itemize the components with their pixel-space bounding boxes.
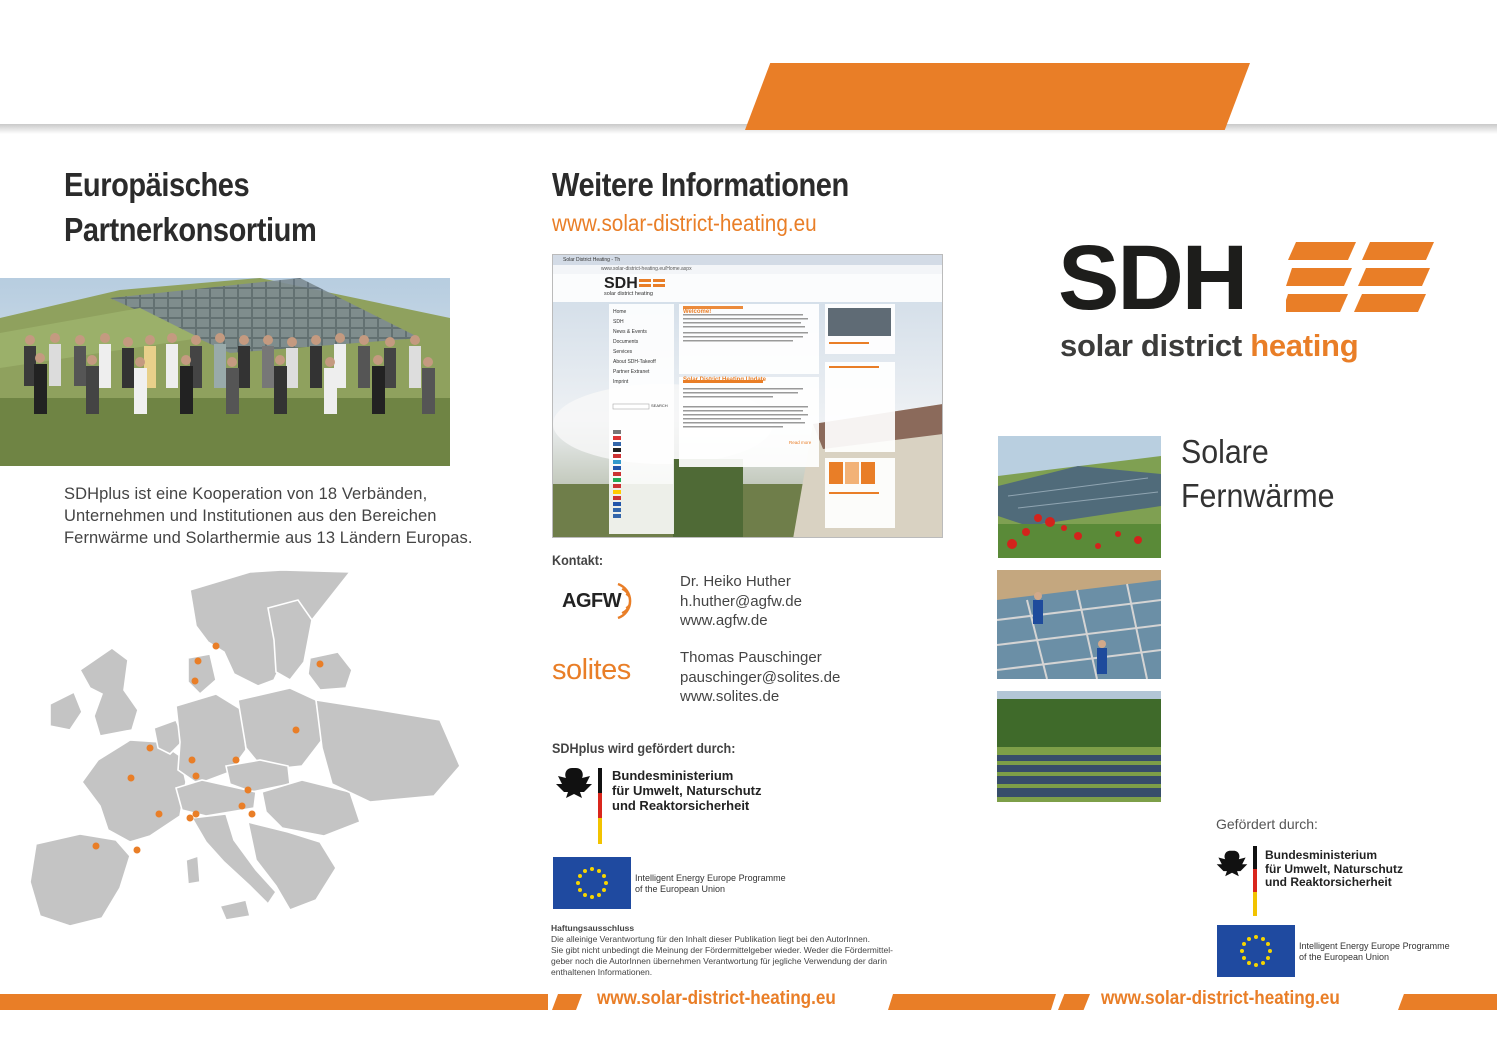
- bmu-text-right: Bundesministerium für Umwelt, Naturschutz und Reaktorsicherheit: [1265, 848, 1404, 889]
- sdh-logo-wordmark: solar district heating: [1060, 328, 1359, 363]
- agfw-logo: AGFW: [556, 578, 642, 624]
- website-logo: SDH: [604, 275, 638, 292]
- disclaimer: Haftungsausschluss Die alleinige Verantwortung für den Inhalt dieser Publikation liegt bei den AutorInnen. Sie gibt nicht unbedingt die Meinung der Fördermittelgeber wieder. Weder die Fördermittel- geber noch die AutorInnen übernehmen Verantwortung für jegliche Verwendung der darin enthaltenen Informationen.: [551, 923, 893, 977]
- browser-tab: Solar District Heating - Th: [553, 255, 942, 265]
- eu-flag-icon-right: [1217, 925, 1295, 977]
- website-nav-home[interactable]: Home: [613, 309, 627, 315]
- website-nav-sdh[interactable]: SDH: [613, 319, 624, 325]
- website-update-title: Solar District Heating Update: [683, 377, 767, 383]
- europe-map: [20, 570, 465, 930]
- footer-bar-middle: [888, 994, 1056, 1010]
- website-nav-about[interactable]: About SDH-Takeoff: [613, 359, 656, 365]
- footer-bar-right: [1398, 994, 1497, 1010]
- website-search-label[interactable]: SEARCH: [651, 403, 668, 408]
- website-nav: [613, 307, 656, 387]
- contact-solites: [680, 648, 840, 707]
- consortium-heading-line1: Europäisches: [64, 166, 250, 203]
- contact-solites-email[interactable]: pauschinger@solites.de: [680, 668, 841, 686]
- footer-bar-left: [0, 994, 548, 1010]
- consortium-heading-line2: Partnerkonsortium: [64, 211, 317, 248]
- sdh-logo: [1058, 227, 1438, 372]
- german-flag-bar: [598, 768, 602, 844]
- sdh-logo-letters: SDH: [1058, 227, 1247, 329]
- more-info-heading: Weitere Informationen: [552, 166, 849, 203]
- consortium-description: SDHplus ist eine Kooperation von 18 Verbänden, Unternehmen und Institutionen aus den Bereichen Fernwärme und Solarthermie aus 13 Ländern Europas.: [64, 485, 473, 547]
- website-read-more[interactable]: Read more: [789, 440, 812, 445]
- german-flag-bar-right: [1253, 846, 1257, 916]
- website-nav-extranet[interactable]: Partner Extranet: [613, 369, 650, 375]
- header-orange-banner: [745, 63, 1250, 130]
- footer-bar-slash-1: [552, 994, 582, 1010]
- eu-text-right: Intelligent Energy Europe Programme of the European Union: [1299, 941, 1450, 962]
- contact-agfw-name: Dr. Heiko Huther: [680, 573, 791, 590]
- brochure-title: [1181, 430, 1335, 518]
- contact-solites-web[interactable]: www.solites.de: [680, 688, 780, 705]
- solar-roof-workers-photo: [997, 570, 1161, 679]
- disclaimer-title: Haftungsausschluss: [551, 923, 635, 933]
- brochure-title-line2: Fernwärme: [1181, 477, 1335, 514]
- website-logo-tagline: solar district heating: [604, 291, 653, 297]
- footer-bar-slash-2: [1058, 994, 1090, 1010]
- solar-park-photo: [997, 691, 1161, 802]
- website-welcome-title: Welcome!: [683, 309, 712, 315]
- solar-field-poppies-photo: [998, 436, 1161, 558]
- contact-solites-name: Thomas Pauschinger: [680, 649, 822, 666]
- website-nav-documents[interactable]: Documents: [613, 339, 639, 345]
- contact-agfw-web[interactable]: www.agfw.de: [680, 612, 768, 629]
- footer-url-middle[interactable]: www.solar-district-heating.eu: [597, 988, 836, 1009]
- funding-label-right: Gefördert durch:: [1216, 816, 1318, 832]
- bmu-text-middle: Bundesministerium für Umwelt, Naturschutz und Reaktorsicherheit: [612, 768, 762, 813]
- website-nav-services[interactable]: Services: [613, 349, 633, 355]
- website-screenshot: [552, 254, 943, 538]
- footer-url-right[interactable]: www.solar-district-heating.eu: [1101, 988, 1340, 1009]
- more-info-url[interactable]: www.solar-district-heating.eu: [552, 210, 817, 236]
- solites-logo: solites: [552, 654, 631, 686]
- contact-agfw-email[interactable]: h.huther@agfw.de: [680, 592, 802, 610]
- eu-text-middle: Intelligent Energy Europe Programme of the European Union: [635, 873, 786, 894]
- kontakt-label: Kontakt:: [552, 552, 604, 568]
- website-nav-news[interactable]: News & Events: [613, 329, 647, 335]
- website-nav-imprint[interactable]: Imprint: [613, 379, 629, 385]
- federal-eagle-icon: [554, 766, 594, 846]
- eu-flag-icon: [553, 857, 631, 909]
- contact-agfw: [680, 572, 802, 631]
- funding-label-middle: SDHplus wird gefördert durch:: [552, 740, 736, 756]
- group-photo: [0, 278, 450, 466]
- brochure-title-line1: Solare: [1181, 433, 1269, 470]
- browser-address-bar: www.solar-district-heating.eu/Home.aspx: [553, 265, 942, 274]
- federal-eagle-icon-right: [1215, 846, 1249, 886]
